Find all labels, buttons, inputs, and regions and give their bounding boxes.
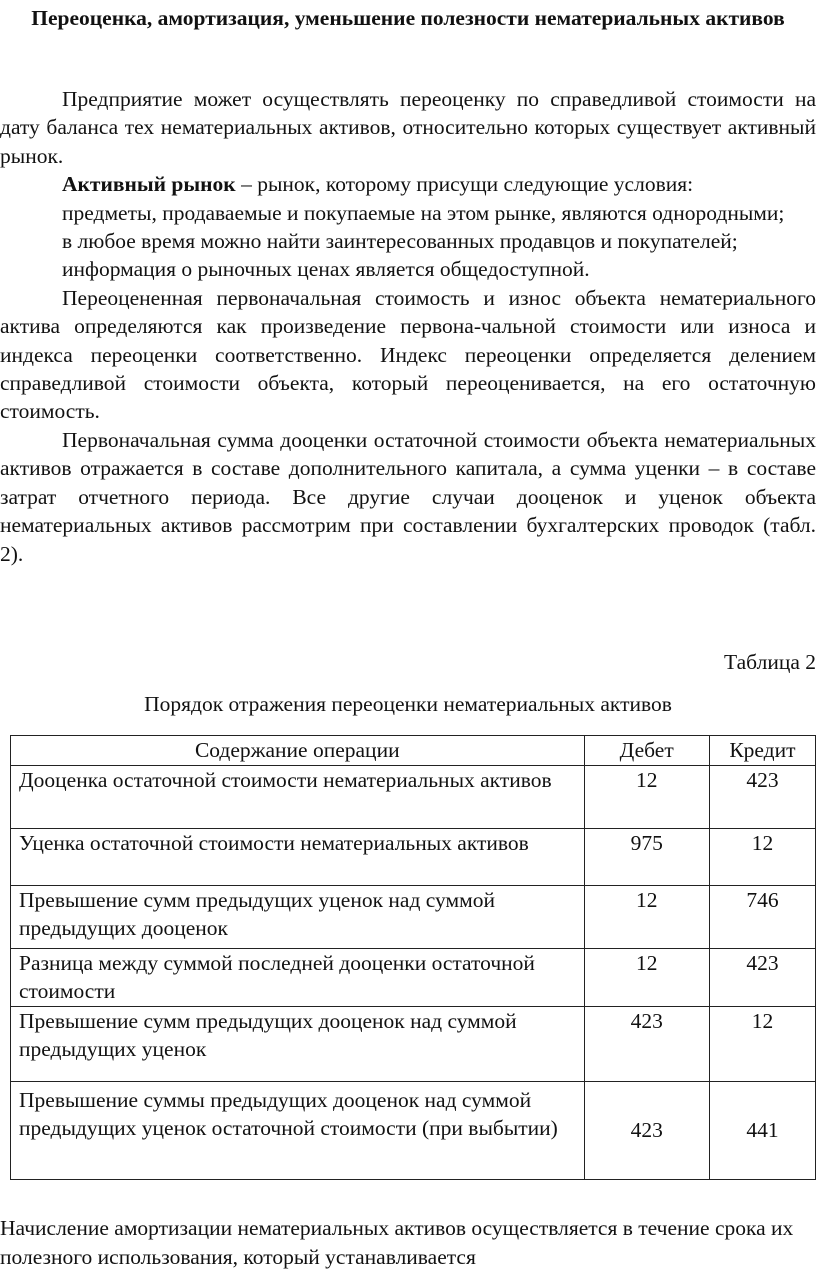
paragraph-amortization: Начисление амортизации нематериальных активов осуществляется в течение срока их полезного использования, который устанавливается [0,1216,794,1269]
table-caption: Порядок отражения переоценки нематериальных активов [144,692,672,716]
active-market-term: Активный рынок [62,172,236,197]
table-number-label: Таблица 2 [724,650,816,674]
debit-cell: 423 [584,1006,709,1081]
table-row [11,765,816,828]
operation-cell: Уценка остаточной стоимости нематериальных активов [11,828,585,885]
table-header-row [11,736,816,766]
revaluation-table [10,735,816,1180]
debit-cell: 423 [584,1081,709,1179]
page-title: Переоценка, амортизация, уменьшение полезности нематериальных активов [31,6,785,30]
paragraph-revaluation-accounting: Первоначальная сумма дооценки остаточной стоимости объекта нематериальных активов отражается в составе дополнительного капитала, а сумма уценки – в составе затрат отчетного периода. Все другие случаи дооценок и уценок объекта нематериальных активов рассмотрим при составлении бухгалтерских проводок (табл. 2). [0,427,816,566]
paragraph-active-market-definition [0,170,816,198]
header-operation: Содержание операции [11,736,585,766]
operation-cell: Превышение суммы предыдущих дооценок над суммой предыдущих уценок остаточной стоимости (при выбытии) [11,1081,585,1179]
debit-cell: 975 [584,828,709,885]
credit-cell: 12 [709,828,815,885]
table-row [11,828,816,885]
debit-cell: 12 [584,948,709,1006]
body-text [0,85,816,568]
operation-cell: Дооценка остаточной стоимости нематериальных активов [11,765,585,828]
paragraph-revaluation-index: Переоцененная первоначальная стоимость и износ объекта нематериального актива определяются как произведение первона-чальной стоимости или износа и индекса переоценки соответственно. Индекс переоценки определяется делением справедливой стоимости объекта, который переоценивается, на его остаточную стоимость. [0,285,816,424]
paragraph-revaluation-intro: Предприятие может осуществлять переоценку по справедливой стоимости на дату баланса тех нематериальных активов, относительно которых существует активный рынок. [0,87,816,168]
credit-cell: 423 [709,948,815,1006]
credit-cell: 12 [709,1006,815,1081]
operation-cell: Превышение сумм предыдущих уценок над суммой предыдущих дооценок [11,885,585,948]
paragraph-condition-1: предметы, продаваемые и покупаемые на этом рынке, являются однородными; [62,200,785,225]
active-market-definition: – рынок, которому присущи следующие условия: [235,172,694,197]
credit-cell: 423 [709,765,815,828]
table-row [11,885,816,948]
table-row [11,1006,816,1081]
debit-cell: 12 [584,885,709,948]
header-credit: Кредит [709,736,815,766]
credit-cell: 441 [709,1081,815,1179]
debit-cell: 12 [584,765,709,828]
operation-cell: Превышение сумм предыдущих дооценок над суммой предыдущих уценок [11,1006,585,1081]
credit-cell: 746 [709,885,815,948]
table-row [11,1081,816,1179]
operation-cell: Разница между суммой последней дооценки остаточной стоимости [11,948,585,1006]
header-debit: Дебет [584,736,709,766]
table-row [11,948,816,1006]
paragraph-condition-2: в любое время можно найти заинтересованных продавцов и покупателей; [62,229,738,254]
paragraph-condition-3: информация о рыночных ценах является общедоступной. [62,257,590,282]
